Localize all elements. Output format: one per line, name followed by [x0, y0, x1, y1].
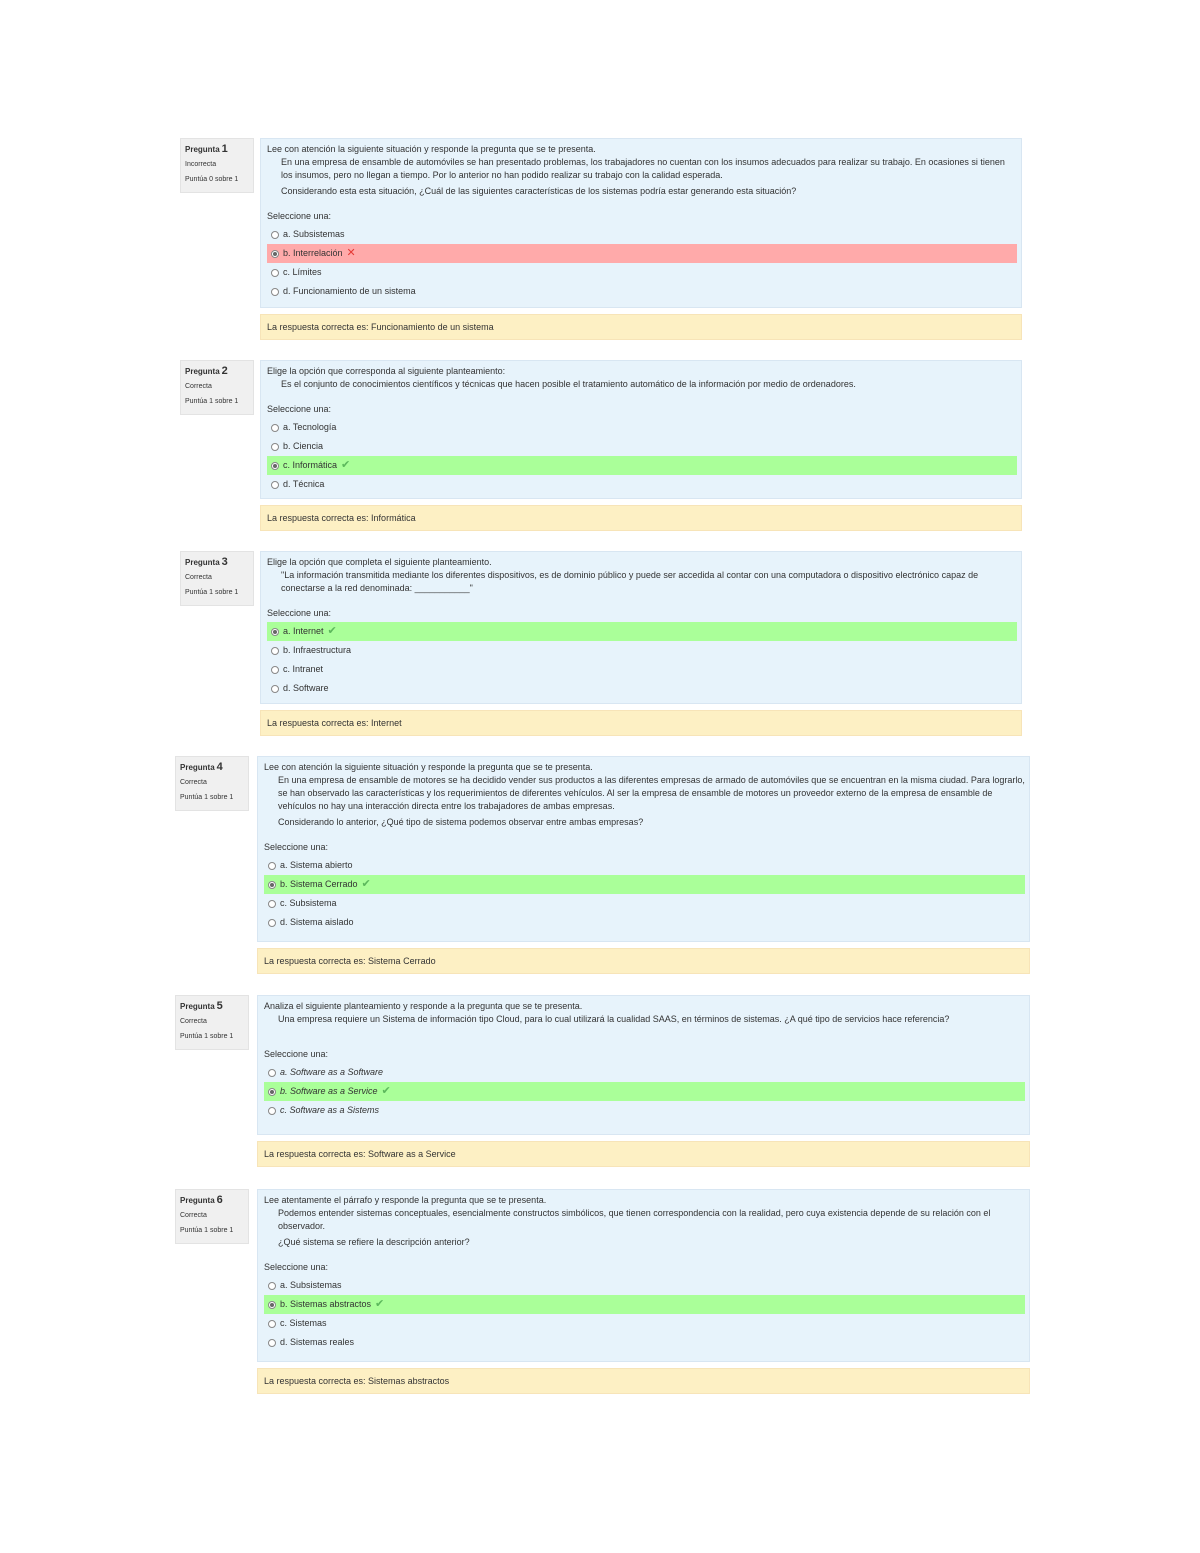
- question-intro: Elige la opción que completa el siguiente planteamiento.: [267, 557, 492, 567]
- answer-option[interactable]: c. Intranet: [267, 660, 1017, 679]
- radio-button[interactable]: [271, 250, 279, 258]
- question-body: Considerando esta esta situación, ¿Cuál de las siguientes características de los sistemas podría estar generando esta situación?: [281, 186, 797, 196]
- question-intro: Elige la opción que corresponda al siguiente planteamiento:: [267, 366, 506, 376]
- question-info: [175, 756, 249, 811]
- radio-button[interactable]: [268, 1301, 276, 1309]
- radio-button[interactable]: [271, 481, 279, 489]
- question-info: [175, 995, 249, 1050]
- right-answer-feedback: La respuesta correcta es: Funcionamiento de un sistema: [260, 314, 1022, 340]
- question-grade: Puntúa 1 sobre 1: [180, 1033, 234, 1040]
- question-text: [264, 761, 1025, 829]
- answer-option[interactable]: a. Sistema abierto: [264, 856, 1025, 875]
- radio-button[interactable]: [271, 685, 279, 693]
- answer-option[interactable]: a. Tecnología: [267, 418, 1017, 437]
- answer-option[interactable]: b. Sistemas abstractos ✔: [264, 1295, 1025, 1314]
- question-state: Correcta: [180, 1018, 207, 1025]
- checkmark-icon: ✔: [327, 625, 337, 637]
- question-number: Pregunta 6: [180, 1194, 223, 1206]
- question-state: Correcta: [185, 574, 212, 581]
- answer-option[interactable]: c. Software as a Sistems: [264, 1101, 1025, 1120]
- radio-button[interactable]: [271, 269, 279, 277]
- answer-option[interactable]: a. Subsistemas: [267, 225, 1017, 244]
- right-answer-feedback: La respuesta correcta es: Sistema Cerrado: [257, 948, 1030, 974]
- question-info: [180, 138, 254, 193]
- question-info: [175, 1189, 249, 1244]
- checkmark-icon: ✔: [375, 1298, 385, 1310]
- question-state: Correcta: [185, 383, 212, 390]
- question-grade: Puntúa 0 sobre 1: [185, 176, 239, 183]
- answer-option[interactable]: b. Infraestructura: [267, 641, 1017, 660]
- radio-button[interactable]: [268, 1107, 276, 1115]
- answer-prompt: Seleccione una:: [264, 1262, 329, 1272]
- question-formulation: [260, 138, 1022, 308]
- question-content: [260, 138, 1022, 340]
- question-formulation: [257, 1189, 1030, 1362]
- question-info: [180, 360, 254, 415]
- question-state: Correcta: [180, 1212, 207, 1219]
- question-state: Incorrecta: [185, 161, 217, 168]
- checkmark-icon: ✔: [341, 459, 351, 471]
- question-body: Considerando lo anterior, ¿Qué tipo de sistema podemos observar entre ambas empresas?: [278, 817, 644, 827]
- question-body: Una empresa requiere un Sistema de información tipo Cloud, para lo cual utilizará la cualidad SAAS, en términos de sistemas. ¿A qué tipo de servicios hace referencia?: [278, 1014, 950, 1024]
- radio-button[interactable]: [268, 1088, 276, 1096]
- answer-option[interactable]: d. Software: [267, 679, 1017, 698]
- right-answer-feedback: La respuesta correcta es: Software as a Service: [257, 1141, 1030, 1167]
- question-intro: Lee con atención la siguiente situación y responde la pregunta que se te presenta.: [267, 144, 596, 154]
- question-number: Pregunta 3: [185, 556, 228, 568]
- right-answer-feedback: La respuesta correcta es: Internet: [260, 710, 1022, 736]
- question-content: [260, 360, 1022, 531]
- radio-button[interactable]: [268, 1320, 276, 1328]
- answer-option[interactable]: a. Subsistemas: [264, 1276, 1025, 1295]
- question-grade: Puntúa 1 sobre 1: [180, 1227, 234, 1234]
- question-text: [267, 143, 1017, 198]
- radio-button[interactable]: [268, 1339, 276, 1347]
- radio-button[interactable]: [271, 443, 279, 451]
- question-text: [264, 1000, 1025, 1026]
- question-intro: Lee con atención la siguiente situación y responde la pregunta que se te presenta.: [264, 762, 593, 772]
- question-content: [257, 995, 1030, 1167]
- radio-button[interactable]: [271, 288, 279, 296]
- question-intro: Lee atentamente el párrafo y responde la pregunta que se te presenta.: [264, 1195, 547, 1205]
- radio-button[interactable]: [271, 666, 279, 674]
- radio-button[interactable]: [268, 900, 276, 908]
- answer-option[interactable]: c. Sistemas: [264, 1314, 1025, 1333]
- question-formulation: [257, 756, 1030, 942]
- question-body: Es el conjunto de conocimientos científicos y técnicas que hacen posible el tratamiento automático de la información por medio de ordenadores.: [281, 379, 856, 389]
- question-number: Pregunta 2: [185, 365, 228, 377]
- answer-option[interactable]: d. Técnica: [267, 475, 1017, 494]
- radio-button[interactable]: [268, 862, 276, 870]
- answer-option[interactable]: d. Sistema aislado: [264, 913, 1025, 932]
- question-text: [264, 1194, 1025, 1249]
- radio-button[interactable]: [271, 462, 279, 470]
- question-body: "La información transmitida mediante los diferentes dispositivos, es de dominio público y puede ser accedida al contar con una computadora o dispositivo electrónico capaz de conectarse a la red denominada: ___________": [281, 570, 979, 593]
- answer-prompt: Seleccione una:: [267, 608, 332, 618]
- question-formulation: [257, 995, 1030, 1135]
- question-content: [260, 551, 1022, 736]
- answer-option[interactable]: b. Interrelación ✕: [267, 244, 1017, 263]
- answer-option[interactable]: a. Software as a Software: [264, 1063, 1025, 1082]
- radio-button[interactable]: [268, 1069, 276, 1077]
- radio-button[interactable]: [271, 647, 279, 655]
- question-grade: Puntúa 1 sobre 1: [185, 589, 239, 596]
- question-grade: Puntúa 1 sobre 1: [185, 398, 239, 405]
- question-content: [257, 756, 1030, 974]
- question-grade: Puntúa 1 sobre 1: [180, 794, 234, 801]
- checkmark-icon: ✔: [361, 878, 371, 890]
- radio-button[interactable]: [268, 919, 276, 927]
- radio-button[interactable]: [271, 424, 279, 432]
- answer-option[interactable]: d. Funcionamiento de un sistema: [267, 282, 1017, 301]
- incorrect-x-icon: ✕: [346, 247, 356, 259]
- answer-prompt: Seleccione una:: [264, 842, 329, 852]
- answer-option[interactable]: b. Sistema Cerrado ✔: [264, 875, 1025, 894]
- right-answer-feedback: La respuesta correcta es: Sistemas abstractos: [257, 1368, 1030, 1394]
- question-body: ¿Qué sistema se refiere la descripción anterior?: [278, 1237, 470, 1247]
- question-content: [257, 1189, 1030, 1394]
- answer-option[interactable]: c. Informática ✔: [267, 456, 1017, 475]
- radio-button[interactable]: [271, 628, 279, 636]
- right-answer-feedback: La respuesta correcta es: Informática: [260, 505, 1022, 531]
- checkmark-icon: ✔: [381, 1085, 391, 1097]
- answer-prompt: Seleccione una:: [264, 1049, 329, 1059]
- question-body: En una empresa de ensamble de automóviles se han presentado problemas, los trabajadores no cuentan con los insumos adecuados para realizar su trabajo. En ocasiones si tienen los insumos, pero no llegan a tiempo. Por lo anterior no han podido realizar su trabajo con la calidad esperada.: [281, 157, 1005, 180]
- question-text: [267, 365, 1017, 391]
- question-number: Pregunta 5: [180, 1000, 223, 1012]
- question-formulation: [260, 360, 1022, 499]
- answer-option[interactable]: d. Sistemas reales: [264, 1333, 1025, 1352]
- answer-option[interactable]: c. Subsistema: [264, 894, 1025, 913]
- question-formulation: [260, 551, 1022, 704]
- answer-option[interactable]: b. Ciencia: [267, 437, 1017, 456]
- question-body: Podemos entender sistemas conceptuales, esencialmente constructos simbólicos, que tienen correspondencia con la realidad, pero cuya existencia depende de su relación con el observador.: [278, 1208, 991, 1231]
- question-state: Correcta: [180, 779, 207, 786]
- radio-button[interactable]: [268, 881, 276, 889]
- radio-button[interactable]: [268, 1282, 276, 1290]
- question-number: Pregunta 4: [180, 761, 223, 773]
- answer-option[interactable]: b. Software as a Service ✔: [264, 1082, 1025, 1101]
- question-body: En una empresa de ensamble de motores se ha decidido vender sus productos a las diferentes empresas de armado de automóviles que se encuentran en la misma ciudad. Para lograrlo, se han observado las características y los requerimientos de diferentes vehículos. Al ser la empresa de ensamble de motores un proveedor externo de la empresa de ensamble de vehículos no hay una interacción directa entre los trabajadores de ambas empresas.: [278, 775, 1025, 811]
- answer-prompt: Seleccione una:: [267, 404, 332, 414]
- answer-prompt: Seleccione una:: [267, 211, 332, 221]
- answer-option[interactable]: c. Límites: [267, 263, 1017, 282]
- question-info: [180, 551, 254, 606]
- question-number: Pregunta 1: [185, 143, 228, 155]
- radio-button[interactable]: [271, 231, 279, 239]
- question-text: [267, 556, 1017, 595]
- answer-option[interactable]: a. Internet ✔: [267, 622, 1017, 641]
- question-intro: Analiza el siguiente planteamiento y responde a la pregunta que se te presenta.: [264, 1001, 583, 1011]
